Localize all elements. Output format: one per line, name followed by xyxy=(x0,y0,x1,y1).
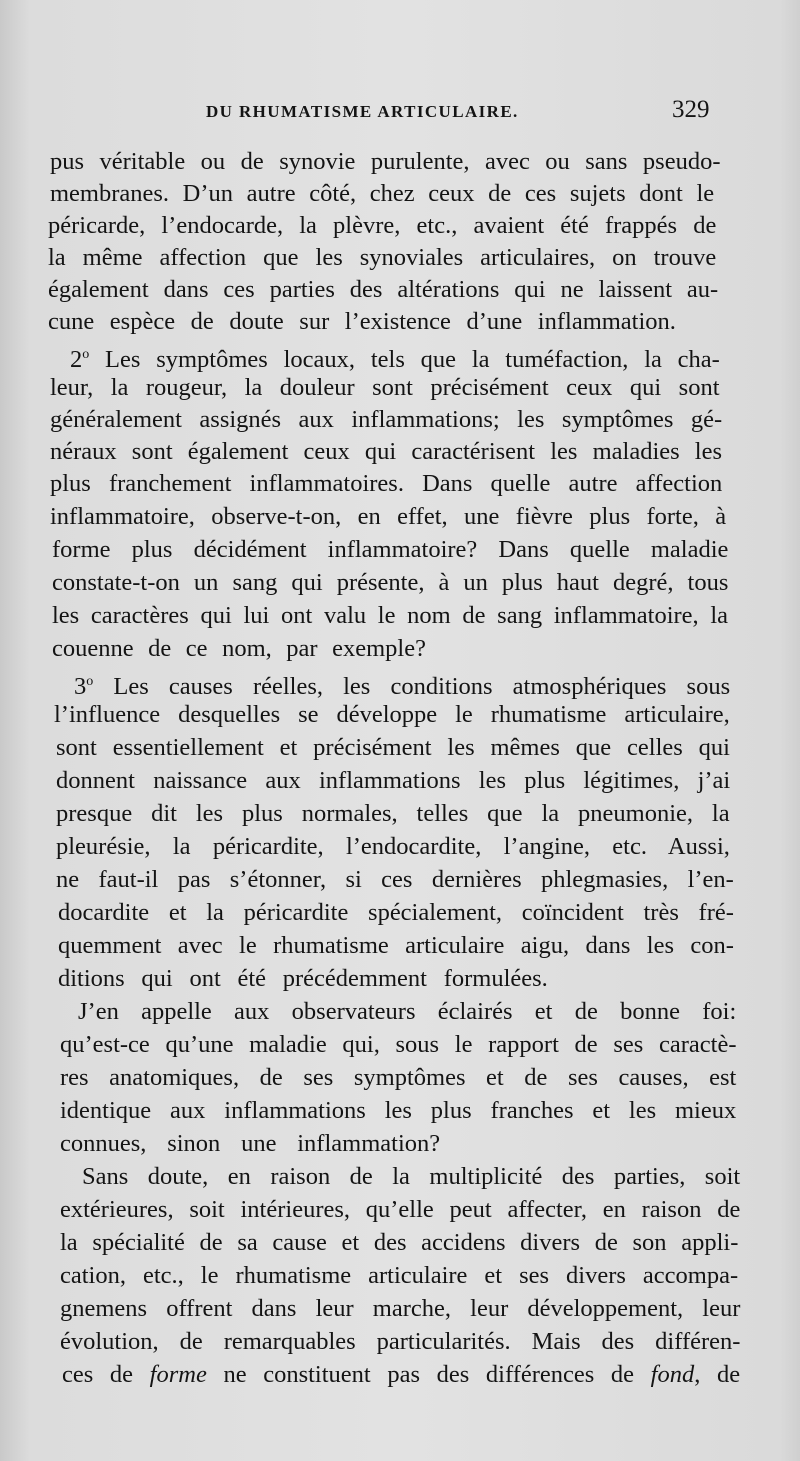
text-line: évolution, de remarquables particularités. Mais des différen- xyxy=(60,1328,741,1355)
text-line: donnent naissance aux inflammations les plus légitimes, j’ai xyxy=(56,767,731,794)
text-line: péricarde, l’endocarde, la plèvre, etc., avaient été frappés de xyxy=(48,212,717,239)
text-line: cation, etc., le rhumatisme articulaire et ses divers accompa- xyxy=(60,1262,739,1289)
text-line: J’en appelle aux observateurs éclairés et de bonne foi: xyxy=(78,998,737,1025)
text-line: extérieures, soit intérieures, qu’elle peut affecter, en raison de xyxy=(60,1196,741,1223)
text-line: ditions qui ont été précédemment formulées. xyxy=(58,965,548,992)
text-line: quemment avec le rhumatisme articulaire aigu, dans les con- xyxy=(58,932,734,959)
text-line: pleurésie, la péricardite, l’endocardite, l’angine, etc. Aussi, xyxy=(56,833,730,860)
text-line: docardite et la péricardite spécialement, coïncident très fré- xyxy=(58,899,734,926)
text-line: 2$^o$ Les symptômes locaux, tels que la tuméfaction, la cha- xyxy=(70,346,720,373)
text-line: inflammatoire, observe-t-on, en effet, une fièvre plus forte, à xyxy=(50,503,727,530)
page-header xyxy=(0,96,800,130)
text-line: plus franchement inflammatoires. Dans quelle autre affection xyxy=(50,470,723,497)
text-line: pus véritable ou de synovie purulente, avec ou sans pseudo- xyxy=(50,148,721,175)
running-title: DU RHUMATISME ARTICULAIRE. xyxy=(206,102,519,121)
text-line: la même affection que les synoviales articulaires, on trouve xyxy=(48,244,717,271)
text-line: couenne de ce nom, par exemple? xyxy=(52,635,426,662)
text-line: gnemens offrent dans leur marche, leur développement, leur xyxy=(60,1295,741,1322)
text-line: généralement assignés aux inflammations; les symptômes gé- xyxy=(50,406,723,433)
text-line: Sans doute, en raison de la multiplicité des parties, soit xyxy=(82,1163,741,1190)
text-line: res anatomiques, de ses symptômes et de ses causes, est xyxy=(60,1064,737,1091)
text-line: qu’est-ce qu’une maladie qui, sous le rapport de ses caractè- xyxy=(60,1031,737,1058)
text-line: 3$^o$ Les causes réelles, les conditions atmosphériques sous xyxy=(74,673,731,700)
text-line: la spécialité de sa cause et des accidens divers de son appli- xyxy=(60,1229,739,1256)
text-line: leur, la rougeur, la douleur sont précisément ceux qui sont xyxy=(50,374,720,401)
text-line: ces de forme ne constituent pas des différences de fond, de xyxy=(62,1361,741,1388)
text-line: cune espèce de doute sur l’existence d’une inflammation. xyxy=(48,308,676,335)
text-line: également dans ces parties des altérations qui ne laissent au- xyxy=(48,276,719,303)
text-line: sont essentiellement et précisément les mêmes que celles qui xyxy=(56,734,730,761)
text-line: connues, sinon une inflammation? xyxy=(60,1130,441,1157)
text-line: forme plus décidément inflammatoire? Dans quelle maladie xyxy=(52,536,729,563)
text-line: néraux sont également ceux qui caractérisent les maladies les xyxy=(50,438,722,465)
text-line: presque dit les plus normales, telles que la pneumonie, la xyxy=(56,800,730,827)
text-line: ne faut-il pas s’étonner, si ces dernières phlegmasies, l’en- xyxy=(56,866,734,893)
text-line: constate-t-on un sang qui présente, à un plus haut degré, tous xyxy=(52,569,729,596)
text-line: l’influence desquelles se développe le rhumatisme articulaire, xyxy=(54,701,730,728)
text-line: identique aux inflammations les plus franches et les mieux xyxy=(60,1097,737,1124)
page-number: 329 xyxy=(672,96,710,123)
text-line: membranes. D’un autre côté, chez ceux de ces sujets dont le xyxy=(50,180,715,207)
text-line: les caractères qui lui ont valu le nom de sang inflammatoire, la xyxy=(52,602,729,629)
